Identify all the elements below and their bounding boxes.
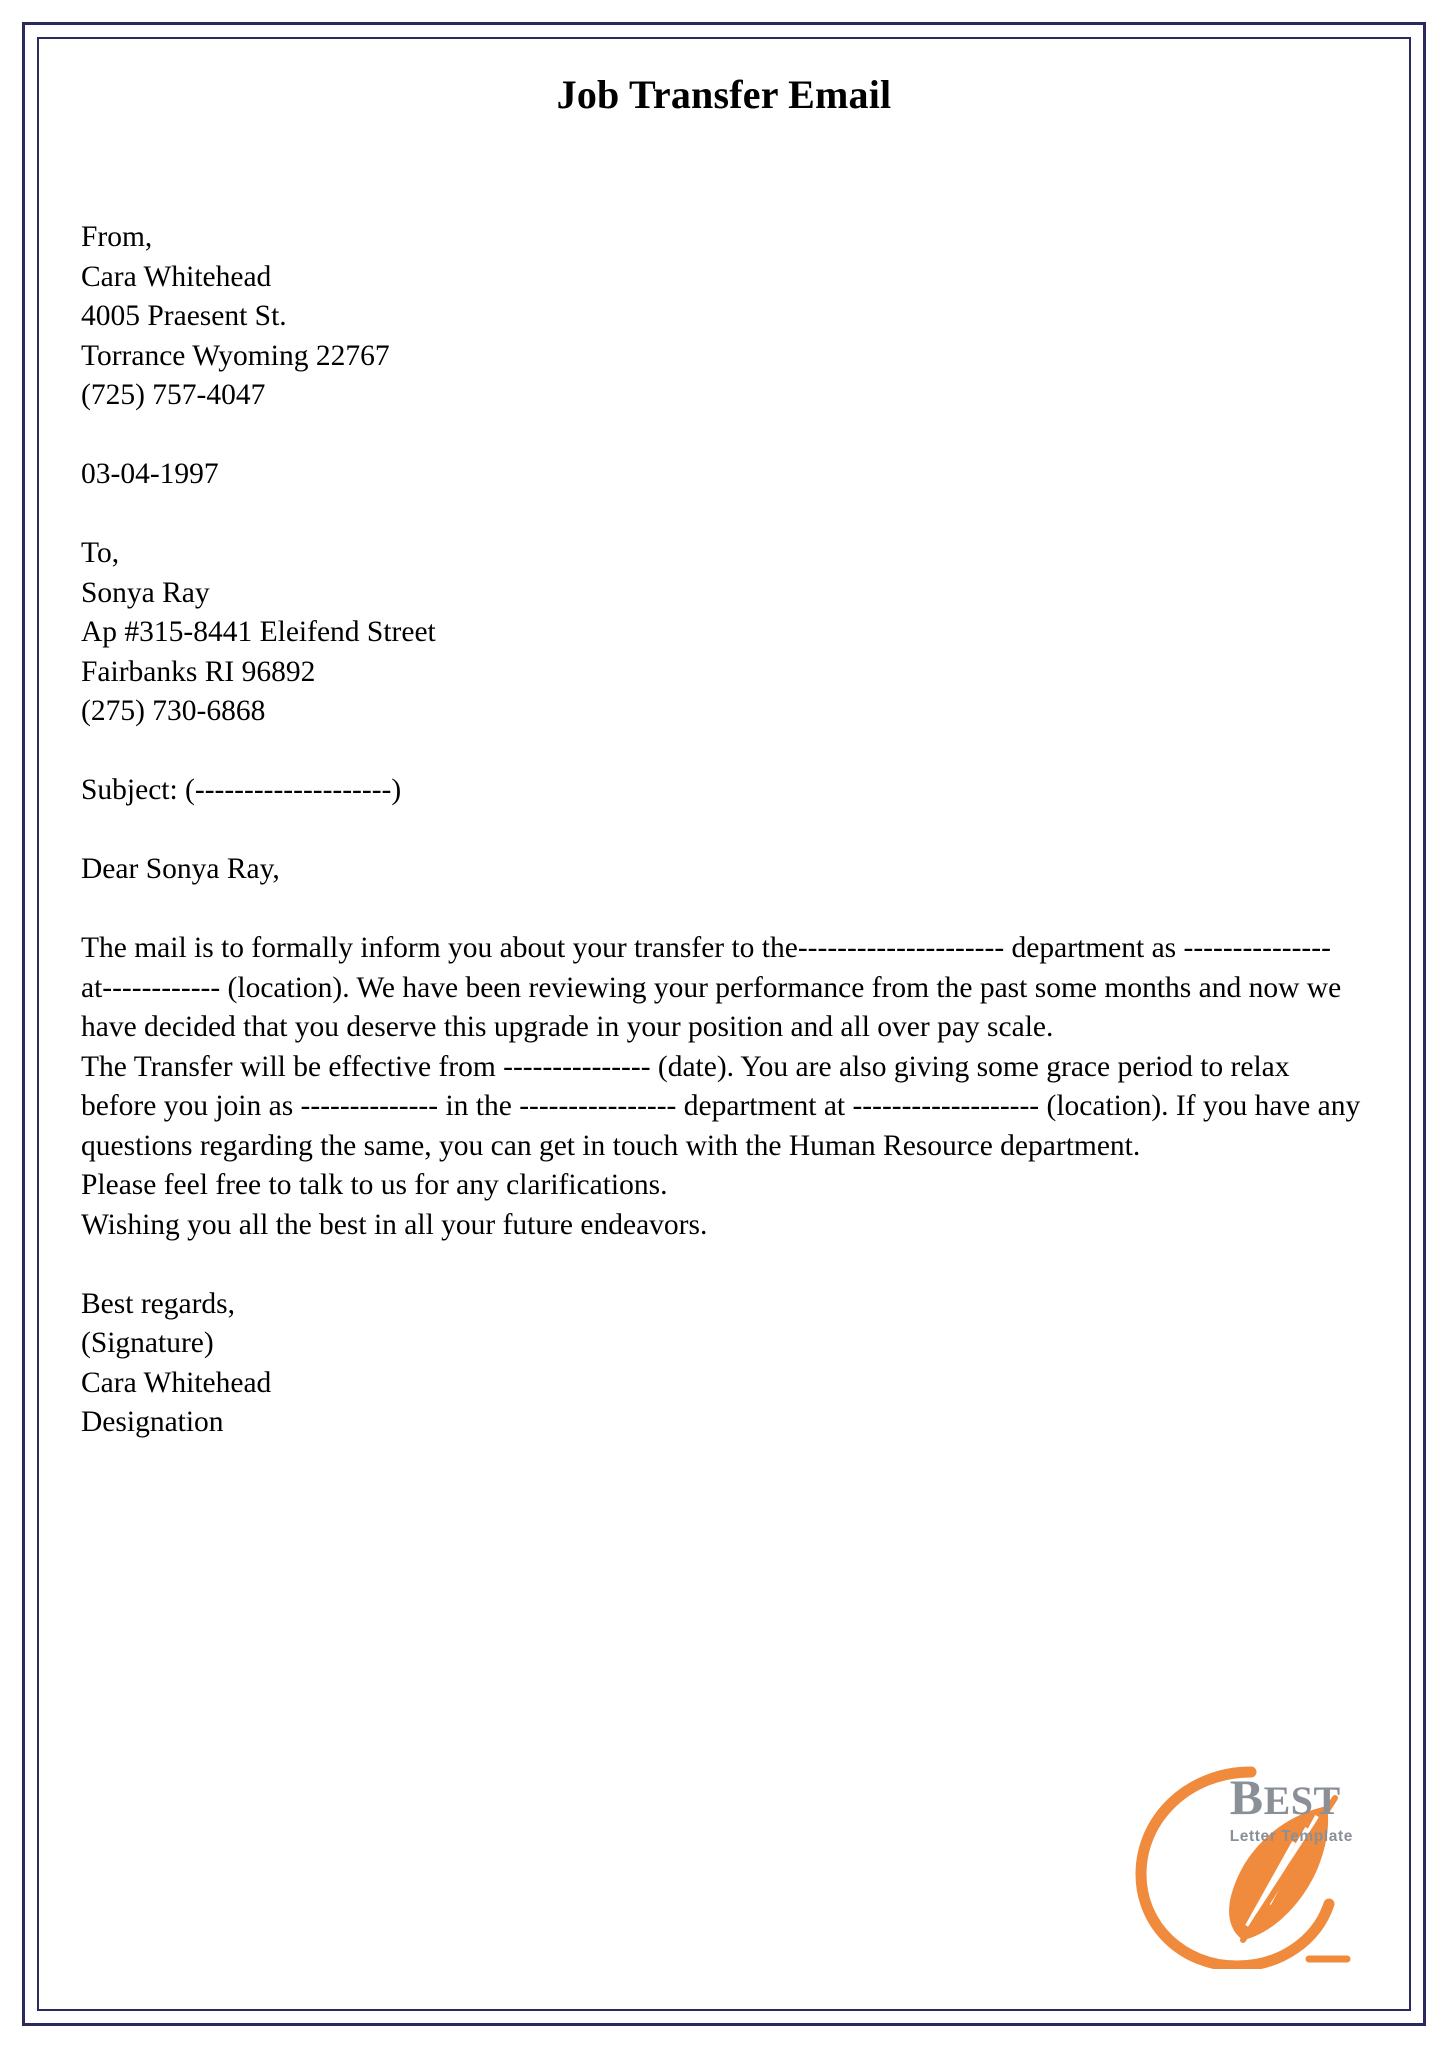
salutation: Dear Sonya Ray, [81,853,280,885]
body-paragraph-2: The Transfer will be effective from --------------- (date). You are also giving some grace period to relax before you join as -------------- in the ---------------- department at ------------------- (location). If you have any questions regarding the same, you can get in touch with the Human Resource department. [81,1050,1361,1162]
recipient-phone: (275) 730-6868 [81,695,266,727]
sender-phone: (725) 757-4047 [81,379,266,411]
spacer-after-date [81,495,1367,535]
brand-name-rest: EST [1263,1778,1341,1823]
closing-signature: (Signature) [81,1327,214,1359]
body-paragraph-3: Please feel free to talk to us for any clarifications. [81,1169,668,1201]
recipient-name: Sonya Ray [81,576,210,609]
spacer-after-subject [81,811,1367,851]
brand-tagline: Letter Template [1229,1828,1353,1845]
spacer-after-recipient [81,732,1367,772]
letter-body [39,218,1409,1443]
recipient-street: Ap #315-8441 Eleifend Street [81,616,436,648]
sender-label: From, [81,221,153,253]
sender-name: Cara Whitehead [81,260,272,293]
sender-city-state-zip: Torrance Wyoming 22767 [81,339,390,372]
closing-name: Cara Whitehead [81,1366,272,1399]
recipient-label: To, [81,537,120,569]
closing-block [81,1285,1367,1443]
spacer-after-sender [81,416,1367,456]
spacer-after-salutation [81,890,1367,930]
spacer-before-closing [81,1245,1367,1285]
closing-designation: Designation [81,1406,224,1438]
page-title: Job Transfer Email [556,72,892,117]
subject-line: Subject: (--------------------) [81,774,402,806]
letter-date: 03-04-1997 [81,458,219,490]
recipient-city-state-zip: Fairbanks RI 96892 [81,655,316,688]
document-content [39,39,1409,2009]
recipient-address-block [81,534,1367,732]
brand-logo [1131,1754,1361,1969]
body-paragraph-4: Wishing you all the best in all your future endeavors. [81,1208,708,1241]
sender-address-block [81,218,1367,416]
sender-street: 4005 Praesent St. [81,300,287,332]
brand-name [1229,1769,1353,1825]
brand-name-capital: B [1229,1769,1264,1825]
closing-regards: Best regards, [81,1287,236,1320]
body-paragraph-1: The mail is to formally inform you about your transfer to the--------------------- department as --------------- at------------ (location). We have been reviewing your performance from the past some months and now we have decided that you deserve this upgrade in your position and all over pay scale. [81,932,1342,1043]
brand-wordmark [1229,1769,1353,1845]
